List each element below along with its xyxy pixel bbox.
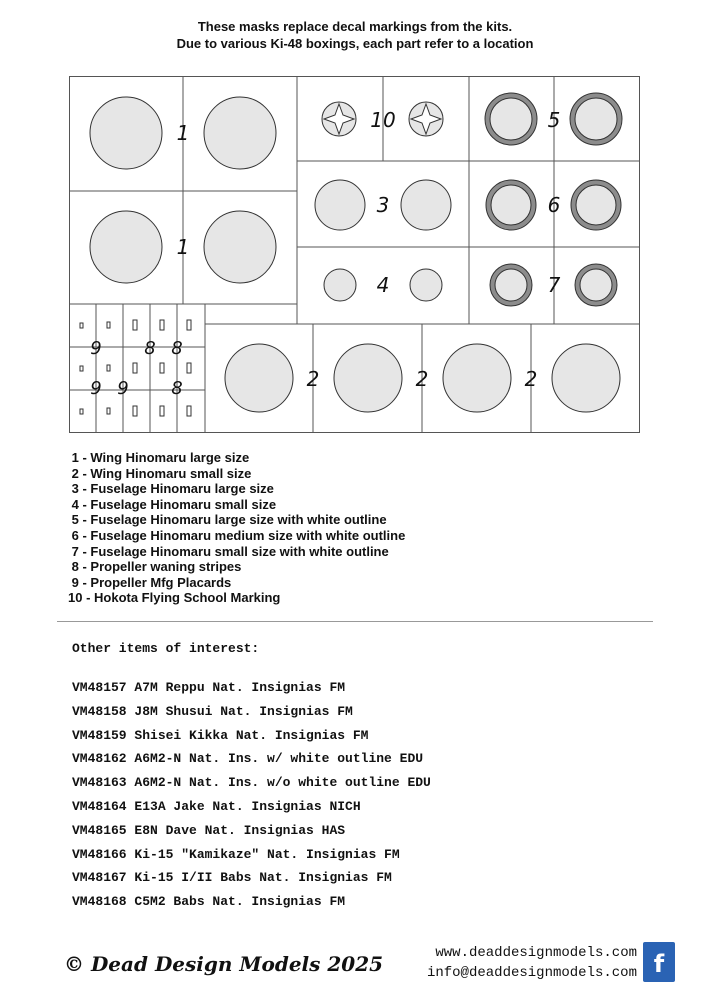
label-1b: 1 [176, 235, 190, 259]
legend-item: 8 - Propeller waning stripes [68, 559, 242, 575]
label-6: 6 [547, 193, 561, 217]
facebook-icon[interactable]: f [643, 942, 675, 982]
product-item: VM48166 Ki-15 "Kamikaze" Nat. Insignias FM [72, 846, 400, 862]
product-item: VM48168 C5M2 Babs Nat. Insignias FM [72, 894, 346, 910]
mask-7b [580, 269, 612, 301]
label-7: 7 [547, 273, 561, 297]
label-10: 10 [370, 108, 396, 132]
product-item: VM48163 A6M2-N Nat. Ins. w/o white outline EDU [72, 775, 431, 791]
mask-sheet [69, 76, 641, 434]
label-8a: 8 [144, 338, 156, 359]
mask-1d [204, 211, 276, 283]
legend-item: 2 - Wing Hinomaru small size [68, 465, 252, 481]
label-9b: 9 [90, 378, 102, 399]
product-item: VM48165 E8N Dave Nat. Insignias HAS [72, 822, 346, 838]
mask-2d [552, 344, 620, 412]
label-9a: 9 [90, 338, 102, 359]
product-list [72, 676, 431, 914]
legend-item: 4 - Fuselage Hinomaru small size [68, 496, 277, 512]
header [0, 18, 710, 52]
label-3: 3 [376, 193, 390, 217]
label-9c: 9 [117, 378, 129, 399]
label-1a: 1 [176, 121, 190, 145]
header-line-1: These masks replace decal markings from the kits. [197, 19, 513, 34]
label-8b: 8 [171, 338, 183, 359]
mask-2a [225, 344, 293, 412]
contacts [427, 943, 637, 983]
product-item: VM48167 Ki-15 I/II Babs Nat. Insignias FM [72, 870, 392, 886]
divider [57, 621, 653, 622]
mask-5a [490, 98, 532, 140]
legend-item: 10 - Hokota Flying School Marking [68, 590, 281, 606]
label-2c: 2 [524, 367, 538, 391]
mask-7a [495, 269, 527, 301]
label-2a: 2 [306, 367, 320, 391]
mask-2c [443, 344, 511, 412]
legend-item: 9 - Propeller Mfg Placards [68, 574, 232, 590]
label-4: 4 [376, 273, 390, 297]
mask-1a [90, 97, 162, 169]
label-8c: 8 [171, 378, 183, 399]
mask-4b [410, 269, 442, 301]
product-item: VM48157 A7M Reppu Nat. Insignias FM [72, 680, 346, 695]
mask-2b [334, 344, 402, 412]
legend-item: 3 - Fuselage Hinomaru large size [68, 481, 274, 497]
product-item: VM48159 Shisei Kikka Nat. Insignias FM [72, 727, 369, 743]
mask-3b [401, 180, 451, 230]
header-line-2: Due to various Ki-48 boxings, each part refer to a location [176, 36, 534, 51]
mask-5b [575, 98, 617, 140]
mask-3a [315, 180, 365, 230]
product-item: VM48164 E13A Jake Nat. Insignias NICH [72, 798, 361, 814]
legend-list [68, 450, 405, 606]
mask-1c [90, 211, 162, 283]
mask-1b [204, 97, 276, 169]
legend-item: 1 - Wing Hinomaru large size [68, 450, 250, 465]
legend-item: 5 - Fuselage Hinomaru large size with white outline [68, 512, 387, 528]
product-item: VM48158 J8M Shusui Nat. Insignias FM [72, 703, 353, 719]
legend-item: 6 - Fuselage Hinomaru medium size with white outline [68, 527, 406, 543]
mask-6b [576, 185, 616, 225]
copyright: © Dead Design Models 2025 [64, 952, 384, 976]
label-2b: 2 [415, 367, 429, 391]
label-5: 5 [547, 108, 561, 132]
mask-6a [491, 185, 531, 225]
product-item: VM48162 A6M2-N Nat. Ins. w/ white outline EDU [72, 751, 424, 767]
mask-4a [324, 269, 356, 301]
email-link[interactable]: info@deaddesignmodels.com [426, 965, 637, 981]
legend-item: 7 - Fuselage Hinomaru small size with white outline [68, 543, 389, 559]
other-items-title: Other items of interest: [72, 641, 260, 656]
website-link[interactable]: www.deaddesignmodels.com [435, 945, 637, 961]
